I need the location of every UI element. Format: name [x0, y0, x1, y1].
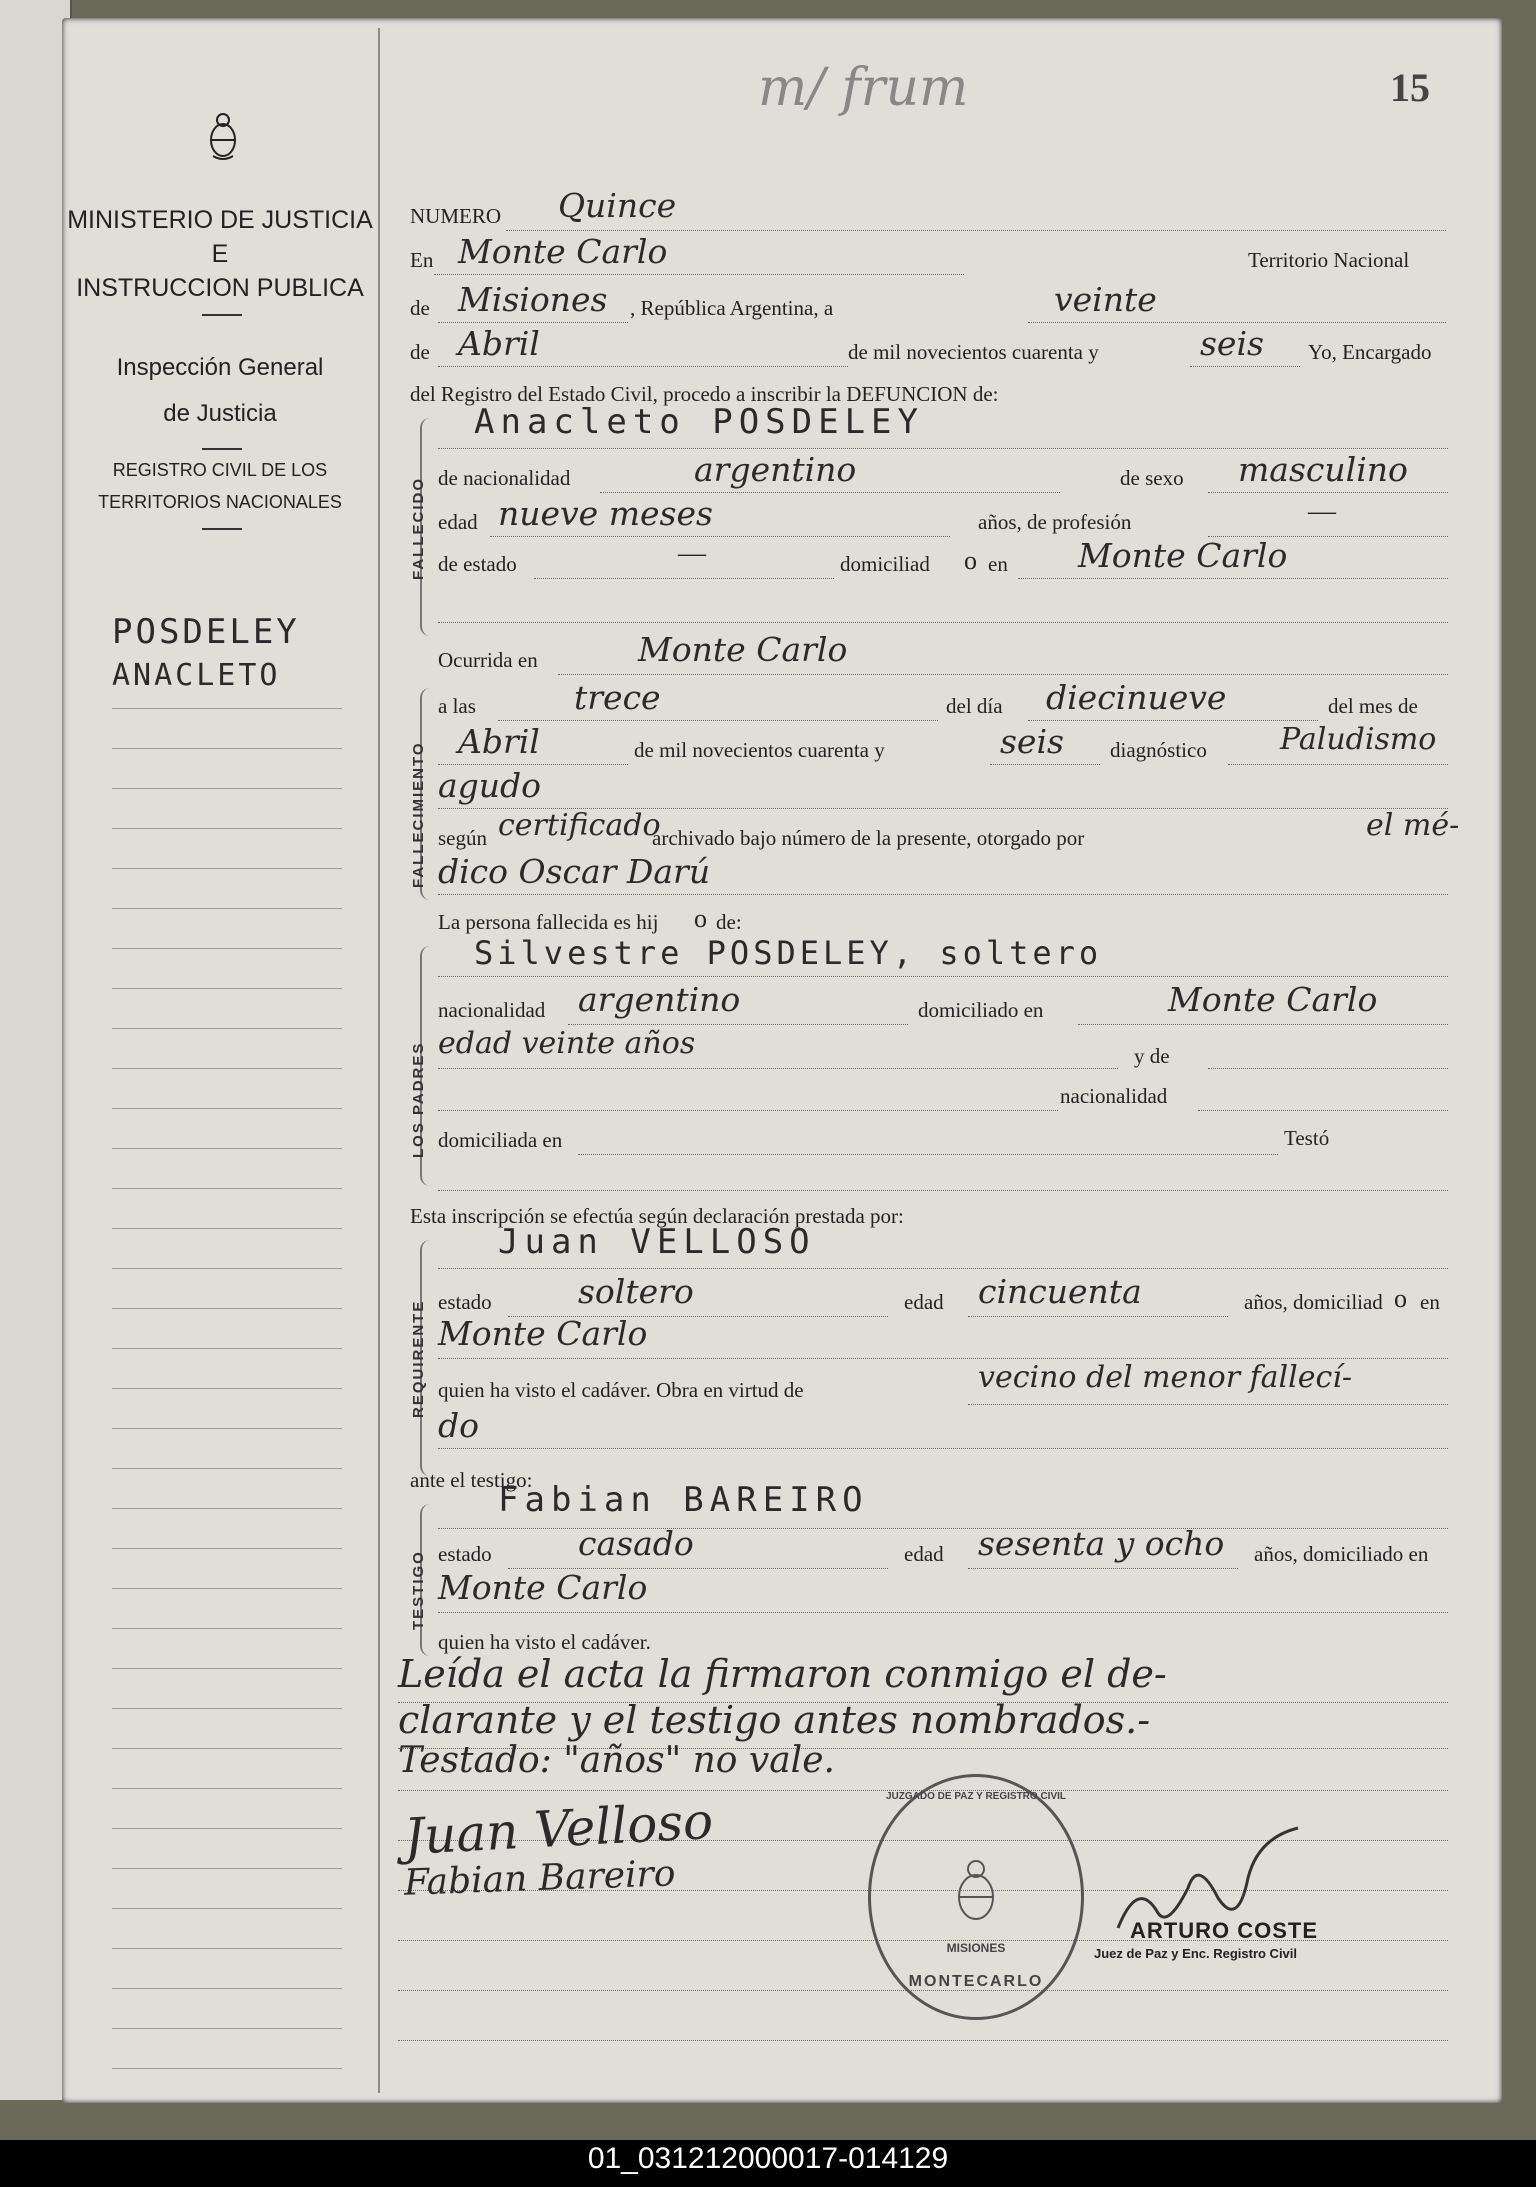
margin-rule-line: [112, 1348, 342, 1349]
y-de-label: y de: [1134, 1044, 1170, 1068]
requirente-obra-1: vecino del menor fallecí-: [978, 1360, 1353, 1395]
requirente-obra-2: do: [438, 1406, 479, 1445]
fill-line: [578, 1154, 1278, 1155]
margin-rule-line: [112, 1668, 342, 1669]
del-dia-label: del día: [946, 694, 1003, 718]
fill-line: [438, 764, 628, 765]
fill-line: [438, 1448, 1448, 1449]
nacionalidad-label: de nacionalidad: [438, 466, 571, 490]
signature-witness: Fabian Bareiro: [403, 1853, 677, 1904]
domiciliado-suffix: o: [964, 546, 977, 575]
fill-line: [558, 674, 1448, 675]
fill-line: [1028, 720, 1318, 721]
margin-rule-line: [112, 748, 342, 749]
profesion-value: —: [1308, 496, 1336, 527]
margin-rule-line: [112, 1468, 342, 1469]
fill-line: [534, 578, 834, 579]
domiciliada-label: domiciliada en: [438, 1128, 563, 1152]
margin-column: [62, 28, 380, 2093]
nacionalidad-value: argentino: [694, 450, 857, 489]
domicilio-value: Monte Carlo: [1078, 536, 1288, 575]
year-text: de mil novecientos cuarenta y: [848, 340, 1099, 364]
testo-label: Testó: [1284, 1126, 1330, 1150]
requirente-edad-label: edad: [904, 1290, 944, 1314]
segun-label: según: [438, 826, 487, 850]
closing-line-2: clarante y el testigo antes nombrados.-: [398, 1698, 1151, 1742]
margin-rule-line: [112, 908, 342, 909]
death-record-form: [378, 18, 1502, 2103]
numero-value: Quince: [558, 186, 677, 225]
margin-rule-line: [112, 788, 342, 789]
territorio-label: Territorio Nacional: [1248, 248, 1410, 272]
padre-name: Silvestre POSDELEY, soltero: [474, 934, 1103, 972]
margin-rule-line: [112, 1028, 342, 1029]
margin-rule-line: [112, 1228, 342, 1229]
stamp-bottom-text: MONTECARLO: [908, 1973, 1044, 1990]
fill-line: [438, 322, 628, 323]
margin-rule-line: [112, 1908, 342, 1909]
day-value: veinte: [1054, 280, 1157, 319]
divider: [202, 314, 242, 316]
signature-declarant: Juan Velloso: [402, 1791, 715, 1867]
anio-text: de mil novecientos cuarenta y: [634, 738, 885, 762]
fill-line: [968, 1316, 1228, 1317]
margin-rule-line: [112, 1548, 342, 1549]
edad-value: nueve meses: [498, 494, 713, 533]
divider: [202, 528, 242, 530]
anos-profesion-label: años, de profesión: [978, 510, 1132, 534]
padre-domiciliado-label: domiciliado en: [918, 998, 1044, 1022]
coat-of-arms-icon: [205, 110, 241, 162]
ocurrida-label: Ocurrida en: [438, 648, 538, 672]
register-page: [62, 18, 1502, 2103]
inspection-line-1: Inspección General: [116, 354, 324, 381]
medico-value-1: el mé-: [1366, 808, 1460, 843]
hora-value: trece: [574, 678, 661, 717]
de-label: de: [410, 296, 430, 320]
requirente-anos-label: años, domiciliad: [1244, 1290, 1383, 1314]
fill-line: [438, 1612, 1448, 1613]
official-title: Juez de Paz y Enc. Registro Civil: [1094, 1946, 1298, 1961]
margin-rule-line: [112, 2068, 342, 2069]
margin-rule-line: [112, 868, 342, 869]
sexo-value: masculino: [1238, 450, 1408, 489]
testigo-name: Fabian BAREIRO: [498, 1480, 869, 1520]
requirente-anos-suffix: o: [1394, 1284, 1407, 1313]
fill-line: [434, 274, 964, 275]
fill-line: [438, 622, 1448, 623]
fill-line: [438, 1358, 1448, 1359]
del-mes-label: del mes de: [1328, 694, 1418, 718]
requirente-estado-value: soltero: [578, 1272, 694, 1311]
requirente-name: Juan VELLOSO: [498, 1222, 816, 1262]
testigo-edad-label: edad: [904, 1542, 944, 1566]
anio-value: seis: [1000, 722, 1064, 761]
image-caption: 01_031212000017-014129: [587, 2142, 949, 2175]
ocurrida-value: Monte Carlo: [638, 630, 848, 669]
segun-value: certificado: [498, 808, 661, 843]
fallecido-section-label: FALLECIDO: [410, 477, 427, 580]
margin-rule-line: [112, 1828, 342, 1829]
margin-rule-line: [112, 1188, 342, 1189]
diagnostico-value-2: agudo: [438, 766, 542, 805]
fill-line: [438, 1110, 1058, 1111]
padres-intro: La persona fallecida es hij: [438, 910, 659, 934]
registry-line-2: TERRITORIOS NACIONALES: [98, 492, 342, 512]
testigo-section-label: TESTIGO: [410, 1550, 427, 1630]
fill-line: [1208, 1068, 1448, 1069]
fill-line: [398, 2040, 1448, 2041]
padre-edad-value: edad veinte años: [438, 1026, 696, 1061]
margin-rule-line: [112, 1868, 342, 1869]
margin-rule-line: [112, 1108, 342, 1109]
testigo-domicilio-value: Monte Carlo: [438, 1568, 648, 1607]
fill-line: [438, 366, 848, 367]
fill-line: [1228, 764, 1448, 765]
deceased-name: Anacleto POSDELEY: [474, 402, 924, 442]
province-value: Misiones: [458, 280, 608, 319]
fill-line: [968, 1568, 1238, 1569]
fill-line: [1198, 1110, 1448, 1111]
closing-line-3: Testado: "años" no vale.: [398, 1740, 835, 1781]
fill-line: [438, 1268, 1448, 1269]
fill-line: [438, 1068, 1118, 1069]
margin-rule-line: [112, 948, 342, 949]
de-label-2: de: [410, 340, 430, 364]
fill-line: [1078, 1024, 1448, 1025]
requirente-section-label: REQUIRENTE: [410, 1299, 427, 1418]
margin-rule-line: [112, 1308, 342, 1309]
testigo-estado-value: casado: [578, 1524, 694, 1563]
yo-text: Yo, Encargado: [1308, 340, 1432, 364]
margin-surname: POSDELEY: [112, 612, 300, 652]
testigo-anos-label: años, domiciliado en: [1254, 1542, 1429, 1566]
closing-line-1: Leída el acta la firmaron conmigo el de-: [398, 1652, 1167, 1696]
estado-value: —: [678, 538, 706, 569]
inspection-line-2: de Justicia: [163, 400, 277, 427]
fill-line: [568, 1024, 908, 1025]
stamp-emblem-icon: [951, 1857, 1001, 1927]
republica-text: , República Argentina, a: [630, 296, 834, 320]
requirente-estado-label: estado: [438, 1290, 492, 1314]
padres-intro-end: de:: [716, 910, 742, 934]
requirente-en-label: en: [1420, 1290, 1440, 1314]
margin-rule-line: [112, 1428, 342, 1429]
divider: [202, 448, 242, 450]
fill-line: [600, 492, 1060, 493]
testigo-estado-label: estado: [438, 1542, 492, 1566]
margin-rule-line: [112, 2028, 342, 2029]
padres-section-label: LOS PADRES: [410, 1041, 427, 1158]
padres-intro-suffix: o: [694, 904, 707, 933]
margin-rule-line: [112, 1948, 342, 1949]
page-number: 15: [1390, 65, 1430, 110]
registry-line-1: REGISTRO CIVIL DE LOS: [112, 460, 328, 480]
margin-rule-line: [112, 1508, 342, 1509]
fill-line: [490, 536, 950, 537]
medico-value-2: dico Oscar Darú: [438, 852, 711, 891]
estado-label: de estado: [438, 552, 517, 576]
padre-domicilio-value: Monte Carlo: [1168, 980, 1378, 1019]
fill-line: [1018, 578, 1448, 579]
fill-line: [968, 1404, 1448, 1405]
edad-label: edad: [438, 510, 478, 534]
requirente-edad-value: cincuenta: [978, 1272, 1142, 1311]
a-las-label: a las: [438, 694, 476, 718]
place-value: Monte Carlo: [458, 232, 668, 271]
ministry-conj: E: [211, 240, 229, 268]
top-scrawl: m/ frum: [758, 58, 969, 118]
madre-nacionalidad-label: nacionalidad: [1060, 1084, 1168, 1108]
official-stamp: [868, 1774, 1084, 2020]
stamp-top-text: JUZGADO DE PAZ Y REGISTRO CIVIL: [885, 1791, 1067, 1802]
margin-rule-line: [112, 1268, 342, 1269]
margin-rule-line: [112, 1988, 342, 1989]
year-value: seis: [1200, 324, 1264, 363]
margin-rule-line: [112, 708, 342, 709]
fill-line: [438, 894, 1448, 895]
official-name: ARTURO COSTE: [1130, 1918, 1318, 1943]
stamp-middle-text: MISIONES: [946, 1941, 1006, 1955]
requirente-intro: Esta inscripción se efectúa según declaración prestada por:: [410, 1204, 904, 1228]
fill-line: [506, 230, 1446, 231]
archivado-text: archivado bajo número de la presente, otorgado por: [652, 826, 1085, 850]
fill-line: [438, 1190, 1448, 1191]
fill-line: [438, 448, 1448, 449]
dia-value: diecinueve: [1046, 678, 1227, 717]
fallecimiento-section-label: FALLECIMIENTO: [410, 741, 427, 888]
month-value: Abril: [458, 324, 540, 363]
diagnostico-label: diagnóstico: [1110, 738, 1207, 762]
numero-label: NUMERO: [410, 204, 502, 228]
margin-rule-line: [112, 828, 342, 829]
margin-rule-line: [112, 1748, 342, 1749]
en-label: En: [410, 248, 434, 272]
margin-rule-line: [112, 1148, 342, 1149]
margin-rule-line: [112, 1708, 342, 1709]
testigo-edad-value: sesenta y ocho: [978, 1524, 1225, 1563]
mes-value: Abril: [458, 722, 540, 761]
margin-rule-line: [112, 1788, 342, 1789]
ministry-title: MINISTERIO DE JUSTICIA: [67, 206, 373, 234]
margin-rule-line: [112, 1588, 342, 1589]
fill-line: [498, 720, 938, 721]
margin-given-name: ANACLETO: [112, 658, 281, 693]
requirente-quien-label: quien ha visto el cadáver. Obra en virtud de: [438, 1378, 804, 1402]
diagnostico-value-1: Paludismo: [1280, 722, 1437, 757]
margin-rule-line: [112, 1068, 342, 1069]
domiciliado-label: domiciliad: [840, 552, 930, 576]
fill-line: [1208, 492, 1448, 493]
fill-line: [1190, 366, 1300, 367]
requirente-domicilio-value: Monte Carlo: [438, 1314, 648, 1353]
margin-rule-line: [112, 988, 342, 989]
fill-line: [990, 764, 1100, 765]
sexo-label: de sexo: [1120, 466, 1184, 490]
ministry-instruction: INSTRUCCION PUBLICA: [76, 274, 364, 302]
fill-line: [438, 976, 1448, 977]
margin-rule-line: [112, 1388, 342, 1389]
padre-nacionalidad-label: nacionalidad: [438, 998, 546, 1022]
margin-rule-line: [112, 1628, 342, 1629]
padre-nacionalidad-value: argentino: [578, 980, 741, 1019]
testigo-quien-label: quien ha visto el cadáver.: [438, 1630, 651, 1654]
registro-text: del Registro del Estado Civil, procedo a inscribir la DEFUNCION de:: [410, 382, 999, 406]
testigo-intro: ante el testigo:: [410, 1468, 533, 1492]
fill-line: [1028, 322, 1446, 323]
domicilio-en-label: en: [988, 552, 1008, 576]
